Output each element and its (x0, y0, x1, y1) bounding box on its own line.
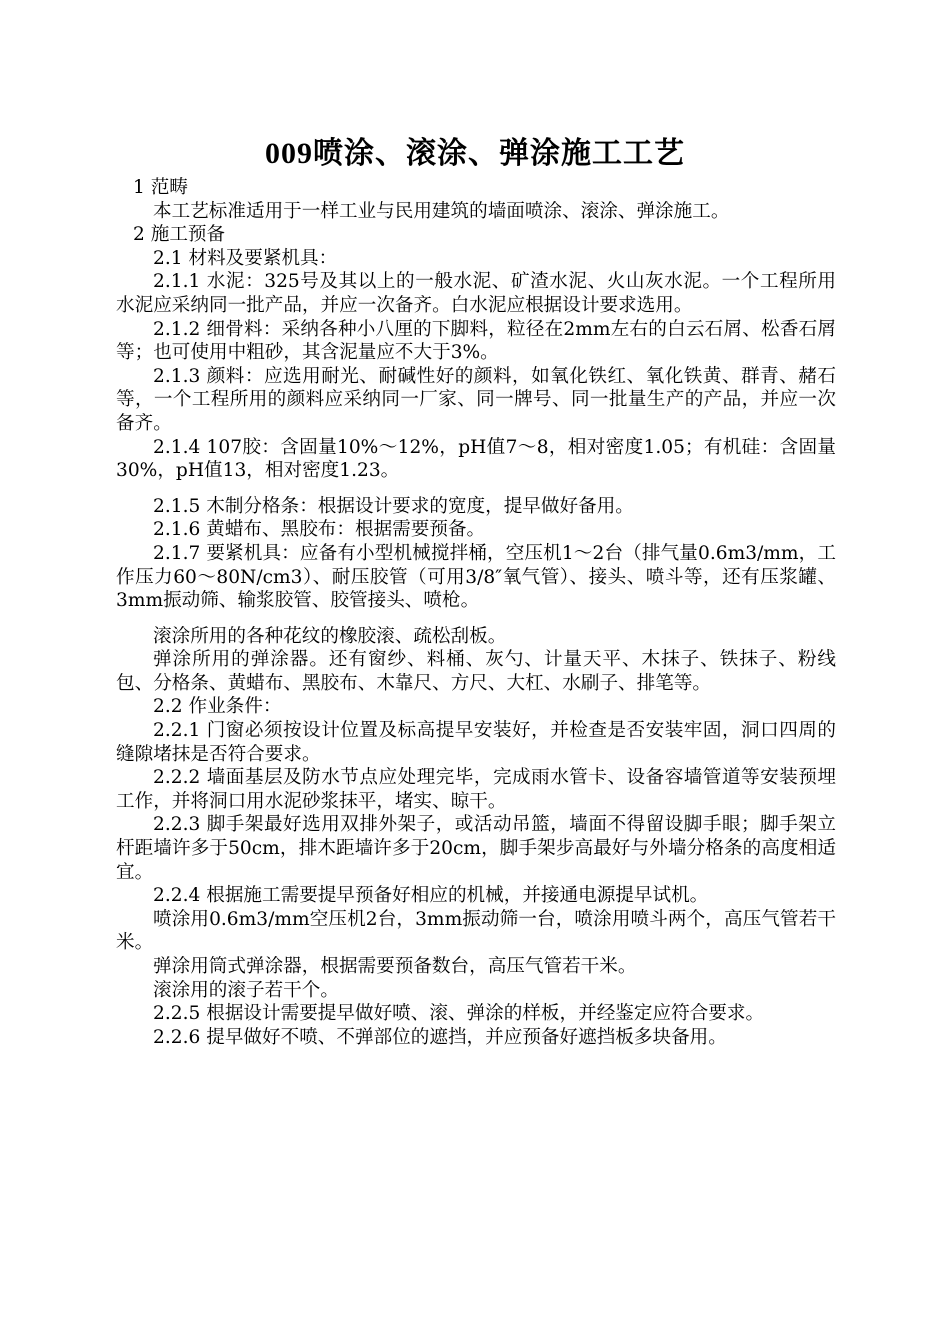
paragraph: 弹涂用筒式弹涂器，根据需要预备数台，高压气管若干米。 (153, 956, 637, 977)
paragraph: 本工艺标准适用于一样工业与民用建筑的墙面喷涂、滚涂、弹涂施工。 (153, 200, 730, 222)
paragraph: 2.2.4 根据施工需要提早预备好相应的机械，并接通电源提早试机。 (153, 885, 709, 907)
document-title: 009喷涂、滚涂、弹涂施工工艺 (265, 137, 685, 170)
paragraph: 滚涂所用的各种花纹的橡胶滚、疏松刮板。 (153, 625, 507, 647)
paragraph: 2.1.7 要紧机具：应备有小型机械搅拌桶，空压机1～2台（排气量0.6m3/mm，工作压力60～80N/cm3）、耐压胶管（可用3/8″氧气管）、接头、喷斗等，还有压浆罐、 3mm振动筛、输浆胶管、胶管接头、喷枪。 (116, 542, 836, 612)
section-heading: 2 施工预备 (133, 224, 226, 246)
paragraph: 2.2.1 门窗必须按设计位置及标高提早安装好，并检查是否安装牢固，洞口四周的缝隙堵抹是否符合要求。 (116, 720, 836, 765)
subsection-heading: 2.1 材料及要紧机具： (153, 247, 338, 269)
document-body (116, 176, 836, 1049)
paragraph: 2.1.4 107胶：含固量10%～12%，pH值7～8，相对密度1.05；有机硅：含固量30%，pH值13，相对密度1.23。 (116, 436, 836, 482)
subsection-heading: 2.2 作业条件： (153, 696, 282, 718)
paragraph: 滚涂用的滚子若干个。 (153, 979, 339, 1001)
paragraph: 2.1.3 颜料：应选用耐光、耐碱性好的颜料，如氧化铁红、氧化铁黄、群青、赭石等，一个工程所用的颜料应采纳同一厂家、同一牌号、同一批量生产的产品，并应一次备齐。 (116, 365, 836, 434)
section-heading: 1 范畴 (133, 177, 188, 198)
paragraph: 喷涂用0.6m3/mm空压机2台，3mm振动筛一台，喷涂用喷斗两个，高压气管若干米。 (116, 908, 836, 954)
paragraph: 2.2.6 提早做好不喷、不弹部位的遮挡，并应预备好遮挡板多块备用。 (153, 1026, 727, 1048)
paragraph: 2.1.2 细骨料：采纳各种小八厘的下脚料，粒径在2mm左右的白云石屑、松香石屑等；也可使用中粗砂，其含泥量应不大于3%。 (116, 318, 836, 364)
paragraph: 2.1.6 黄蜡布、黑胶布：根据需要预备。 (153, 519, 486, 541)
paragraph: 弹涂所用的弹涂器。还有窗纱、料桶、灰勺、计量天平、木抹子、铁抹子、粉线包、分格条、黄蜡布、黑胶布、木靠尺、方尺、大杠、水刷子、排笔等。 (116, 649, 836, 694)
paragraph: 2.2.3 脚手架最好选用双排外架子，或活动吊篮，墙面不得留设脚手眼；脚手架立杆距墙许多于50cm，排木距墙许多于20cm，脚手架步高最好与外墙分格条的高度相适宜。 (116, 814, 836, 883)
paragraph: 2.2.2 墙面基层及防水节点应处理完毕，完成雨水管卡、设备容墙管道等安装预埋工作，并将洞口用水泥砂浆抹平，堵实、晾干。 (116, 767, 836, 812)
paragraph: 2.2.5 根据设计需要提早做好喷、滚、弹涂的样板，并经鉴定应符合要求。 (153, 1003, 765, 1025)
paragraph: 2.1.1 水泥：325号及其以上的一般水泥、矿渣水泥、火山灰水泥。一个工程所用水泥应采纳同一批产品，并应一次备齐。白水泥应根据设计要求选用。 (116, 271, 836, 316)
paragraph: 2.1.5 木制分格条：根据设计要求的宽度，提早做好备用。 (153, 495, 634, 517)
